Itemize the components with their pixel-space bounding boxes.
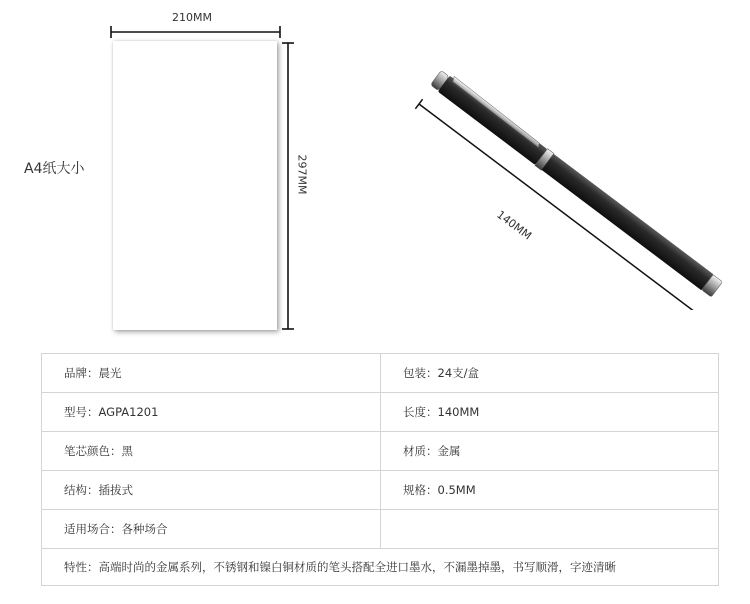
- spec-size: 规格：0.5MM: [381, 471, 719, 510]
- spec-material: 材质：金属: [381, 432, 719, 471]
- spec-feature: 特性：高端时尚的金属系列，不锈钢和镍白铜材质的笔头搭配全进口墨水，不漏墨掉墨，书写顺滑，字迹清晰: [42, 549, 719, 586]
- pen-length-label: 140MM: [494, 208, 534, 243]
- table-row: [42, 393, 719, 432]
- table-row: [42, 354, 719, 393]
- width-dimension-label: 210MM: [172, 11, 212, 24]
- table-row: [42, 510, 719, 549]
- spec-length: 长度：140MM: [381, 393, 719, 432]
- spec-structure: 结构：插拔式: [42, 471, 381, 510]
- spec-ink-color: 笔芯颜色：黑: [42, 432, 381, 471]
- height-dimension-label: 297MM: [295, 154, 309, 195]
- spec-model: 型号：AGPA1201: [42, 393, 381, 432]
- a4-paper-illustration: [113, 41, 277, 330]
- table-row: [42, 432, 719, 471]
- spec-packaging: 包装：24支/盒: [381, 354, 719, 393]
- spec-occasion: 适用场合：各种场合: [42, 510, 381, 549]
- paper-size-label: A4纸大小: [24, 161, 85, 177]
- spec-table: [41, 353, 719, 586]
- table-row: [42, 471, 719, 510]
- width-dimension-line: [108, 24, 284, 40]
- table-row: [42, 549, 719, 586]
- spec-empty-cell: [381, 510, 719, 549]
- height-dimension-line: [281, 40, 295, 332]
- spec-brand: 品牌：晨光: [42, 354, 381, 393]
- pen-length-dimension-line: [395, 60, 725, 310]
